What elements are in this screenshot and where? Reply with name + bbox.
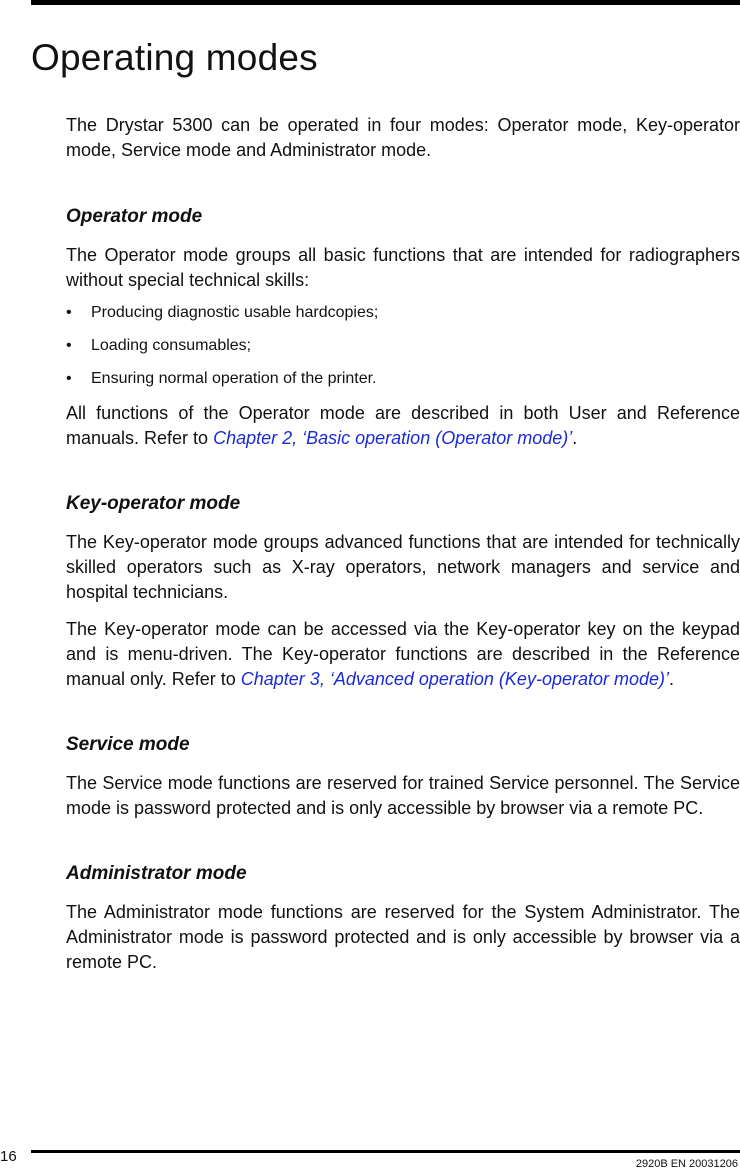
page-content [66,113,740,975]
key-operator-mode-section [66,491,740,692]
list-item [66,368,740,390]
operator-functions-list [66,302,740,390]
key-operator-reference-text: The Key-operator mode can be accessed via the Key-operator key on the keypad and is menu-driven. The Key-operator functions are described in the Reference manual only. Refer to [66,619,740,689]
document-code: 2920B EN 20031206 [635,1158,738,1170]
intro-paragraph: The Drystar 5300 can be operated in four modes: Operator mode, Key-operator mode, Service mode and Administrator mode. [66,115,740,160]
header-rule [31,0,740,5]
operator-reference-text: All functions of the Operator mode are described in both User and Reference manuals. Refer to [66,403,740,448]
operator-mode-paragraph: The Operator mode groups all basic functions that are intended for radiographers without special technical skills: [66,245,740,290]
key-operator-mode-paragraph: The Key-operator mode groups advanced functions that are intended for technically skilled operators such as X-ray operators, network managers and service and hospital technicians. [66,532,740,602]
key-operator-reference-end: . [669,669,675,689]
footer-rule [31,1150,740,1153]
chapter-3-link[interactable]: Chapter 3, ‘Advanced operation (Key-operator mode)’ [240,669,670,689]
page-title: Operating modes [31,37,318,78]
key-operator-mode-heading: Key-operator mode [66,493,241,514]
list-item-text: Producing diagnostic usable hardcopies; [91,304,379,321]
bullet-icon: • [66,337,72,354]
administrator-mode-paragraph: The Administrator mode functions are reserved for the System Administrator. The Administrator mode is password protected and is only accessible by browser via a remote PC. [66,902,740,972]
service-mode-section [66,732,740,821]
operator-reference-paragraph [66,401,740,451]
list-item-text: Ensuring normal operation of the printer. [91,370,377,387]
page-number: 16 [0,1148,17,1165]
list-item [66,335,740,357]
operator-mode-heading: Operator mode [66,206,203,227]
bullet-icon: • [66,304,72,321]
administrator-mode-heading: Administrator mode [66,863,247,884]
chapter-2-link[interactable]: Chapter 2, ‘Basic operation (Operator mode)’ [213,428,573,448]
key-operator-reference-paragraph [66,617,740,692]
list-item [66,302,740,324]
operator-reference-end: . [572,428,578,448]
service-mode-paragraph: The Service mode functions are reserved for trained Service personnel. The Service mode is password protected and is only accessible by browser via a remote PC. [66,773,740,818]
operator-mode-section [66,204,740,451]
list-item-text: Loading consumables; [91,337,252,354]
bullet-icon: • [66,370,72,387]
service-mode-heading: Service mode [66,734,190,755]
administrator-mode-section [66,861,740,975]
